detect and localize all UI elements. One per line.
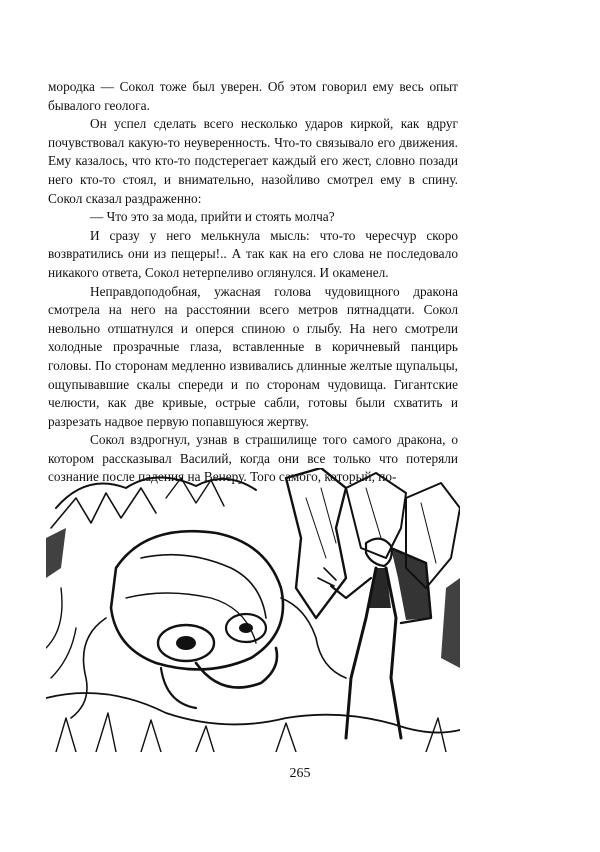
paragraph-1: мородка — Сокол тоже был уверен. Об этом говорил ему весь опыт бывалого геолога. [48, 79, 458, 113]
paragraph-4: И сразу у него мелькнула мысль: что-то чересчур скоро возвратились они из пещеры!.. А так как на его слова не последовало никакого ответа, Сокол нетерпеливо оглянулся. И окаменел. [48, 227, 458, 280]
paragraph-3: — Что это за мода, прийти и стоять молча? [90, 209, 335, 225]
dragon-illustration [46, 468, 460, 752]
body-text [48, 78, 458, 487]
paragraph-2: Он успел сделать всего несколько ударов киркой, как вдруг почувствовал какую-то неуверенность. Что-то связывало его движения. Ему казалось, что кто-то подстерегает каждый его жест, словно позади него кто-то стоял, и внимательно, назойливо смотрел ему в спину. Сокол сказал раздраженно: [48, 116, 458, 206]
paragraph-5: Неправдоподобная, ужасная голова чудовищного дракона смотрела на него на расстоянии всего метров пятнадцати. Сокол невольно отшатнулся и оперся спиною о глыбу. На него смотрели холодные прозрачные глаза, вставленные в коричневый панцирь головы. По сторонам медленно извивались длинные желтые щупальцы, ощупывавшие скалы спереди и по сторонам чудовища. Гигантские челюсти, как две кривые, острые сабли, готовы были схватить и разрезать надвое первую попавшуюся жертву. [48, 283, 458, 429]
paragraph-6: Сокол вздрогнул, узнав в страшилище того самого дракона, о котором рассказывал Василий, когда они все только что потеряли сознание после падения на Венеру. Того самого, который, по- [48, 432, 458, 485]
page-number: 265 [289, 766, 311, 781]
